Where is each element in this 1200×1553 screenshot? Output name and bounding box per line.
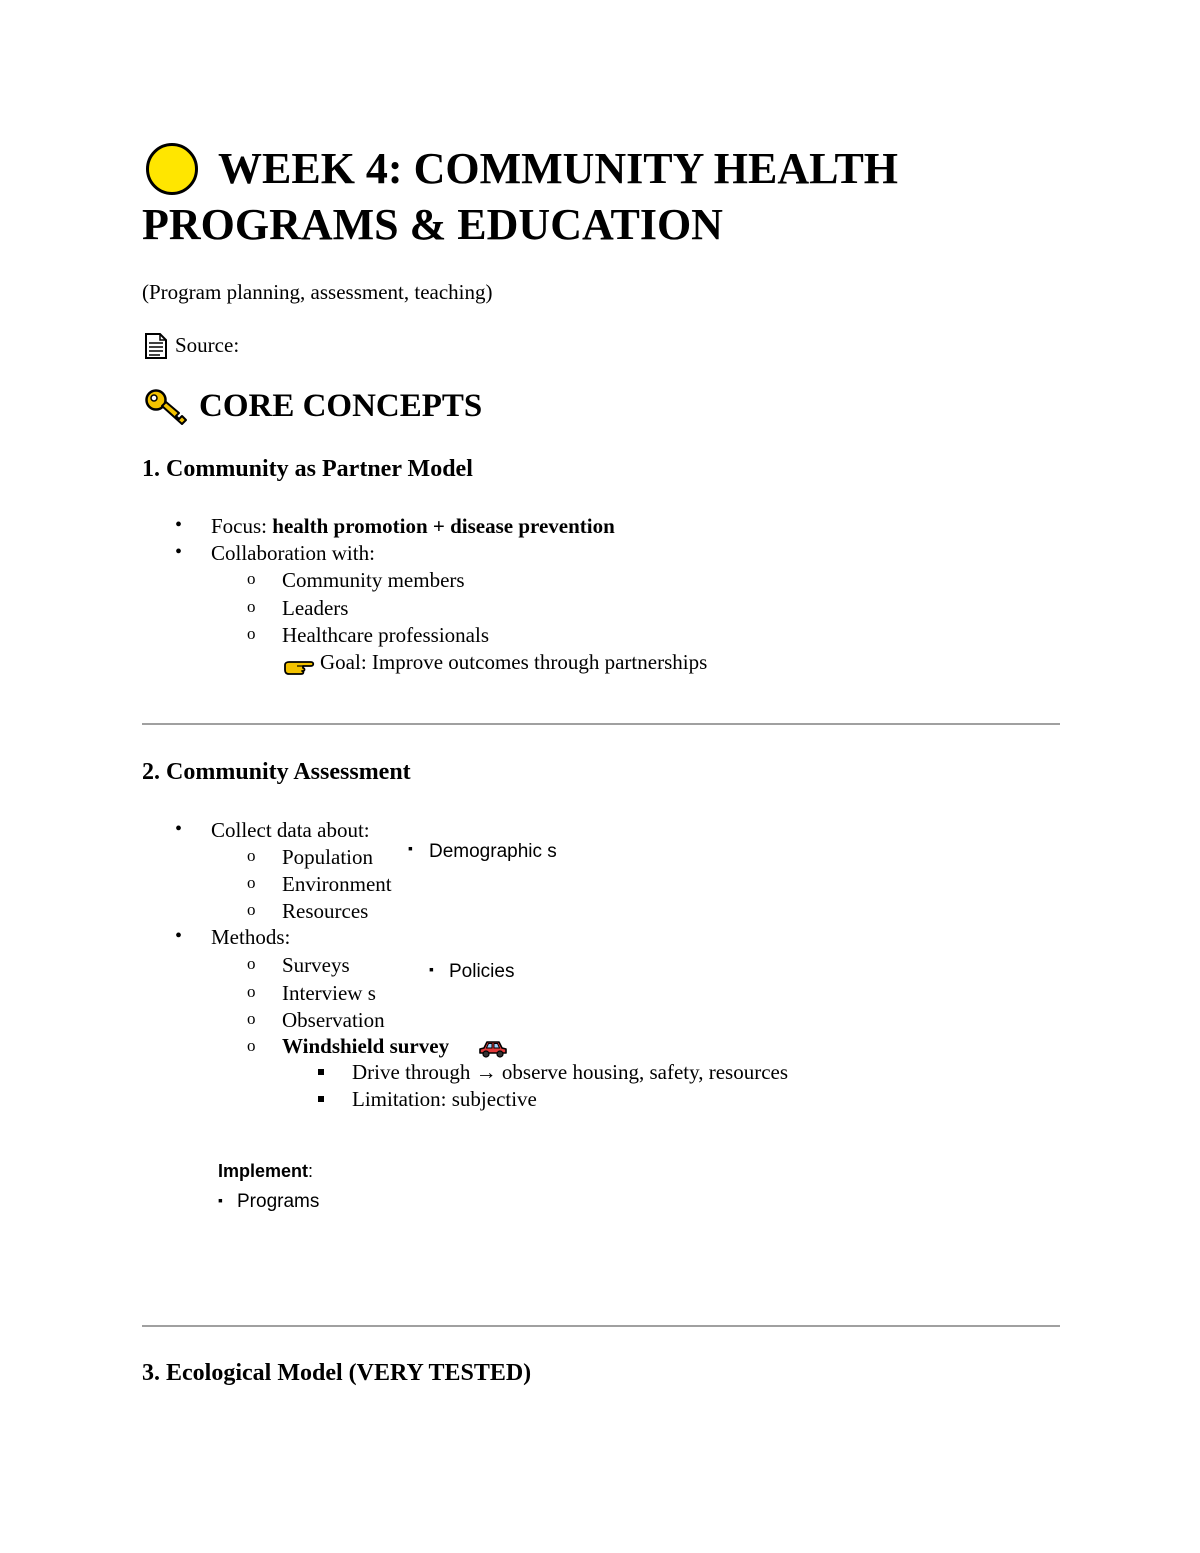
section3-heading: 3. Ecological Model (VERY TESTED) [142,1360,532,1386]
collect-sub-item: Resources [282,899,369,923]
collect-sub-item: Population [282,845,374,869]
list-bullet-square [318,1069,324,1075]
list-bullet-o: o [247,624,256,643]
list-bullet: • [175,514,183,536]
windshield-label: Windshield survey [282,1034,450,1058]
focus-prefix: Focus: [211,514,273,538]
divider [142,1325,1060,1327]
page-title-line1: WEEK 4: COMMUNITY HEALTH [218,144,899,193]
section1-heading: 1. Community as Partner Model [142,456,473,482]
core-concepts-heading: CORE CONCEPTS [199,388,483,424]
side-note-demographics: Demographic s [429,841,557,862]
list-bullet: • [175,541,183,563]
collect-item: Collect data about: [211,818,370,842]
page-title-line2: PROGRAMS & EDUCATION [142,200,723,249]
method-sub-item: Interview s [282,981,376,1005]
list-bullet: • [175,818,183,840]
method-sub-item: Observation [282,1008,385,1032]
implement-item: Programs [237,1191,320,1212]
windshield-sub-item: Drive through → observe housing, safety, resources [352,1060,789,1084]
list-bullet-o: o [247,569,256,588]
car-icon [478,1039,508,1059]
focus-item [211,514,615,539]
goal-text: Goal: Improve outcomes through partnerships [320,650,708,674]
windshield-item [282,1034,449,1059]
collab-sub-item: Leaders [282,596,349,620]
list-bullet-o: o [247,597,256,616]
collab-sub-item: Community members [282,568,465,592]
collab-item: Collaboration with: [211,541,375,565]
implement-label: Implement [218,1161,309,1181]
list-bullet-o: o [247,1009,256,1028]
list-bullet-o: o [247,900,256,919]
collab-sub-item: Healthcare professionals [282,623,489,647]
document-icon [144,332,168,360]
yellow-circle-icon [145,142,199,196]
list-bullet: • [175,925,183,947]
methods-item: Methods: [211,925,291,949]
list-bullet-o: o [247,873,256,892]
pointing-hand-icon [283,655,315,677]
section2-heading: 2. Community Assessment [142,759,411,785]
side-note-bullet: ▪ [429,961,434,977]
collect-sub-item: Environment [282,872,392,896]
side-note-bullet: ▪ [408,840,413,856]
implement-colon: : [308,1161,314,1181]
windshield-sub-item: Limitation: subjective [352,1087,537,1111]
key-icon [144,388,188,428]
divider [142,723,1060,725]
list-bullet-square [318,1096,324,1102]
list-bullet-o: o [247,954,256,973]
method-sub-item: Surveys [282,953,350,977]
side-note-bullet: ▪ [218,1192,223,1208]
list-bullet-o: o [247,982,256,1001]
source-label: Source: [175,333,240,357]
implement-heading [218,1161,313,1182]
side-note-policies: Policies [449,961,515,982]
list-bullet-o: o [247,1036,256,1055]
list-bullet-o: o [247,846,256,865]
subtitle: (Program planning, assessment, teaching) [142,280,493,304]
focus-bold: health promotion + disease prevention [272,514,615,538]
